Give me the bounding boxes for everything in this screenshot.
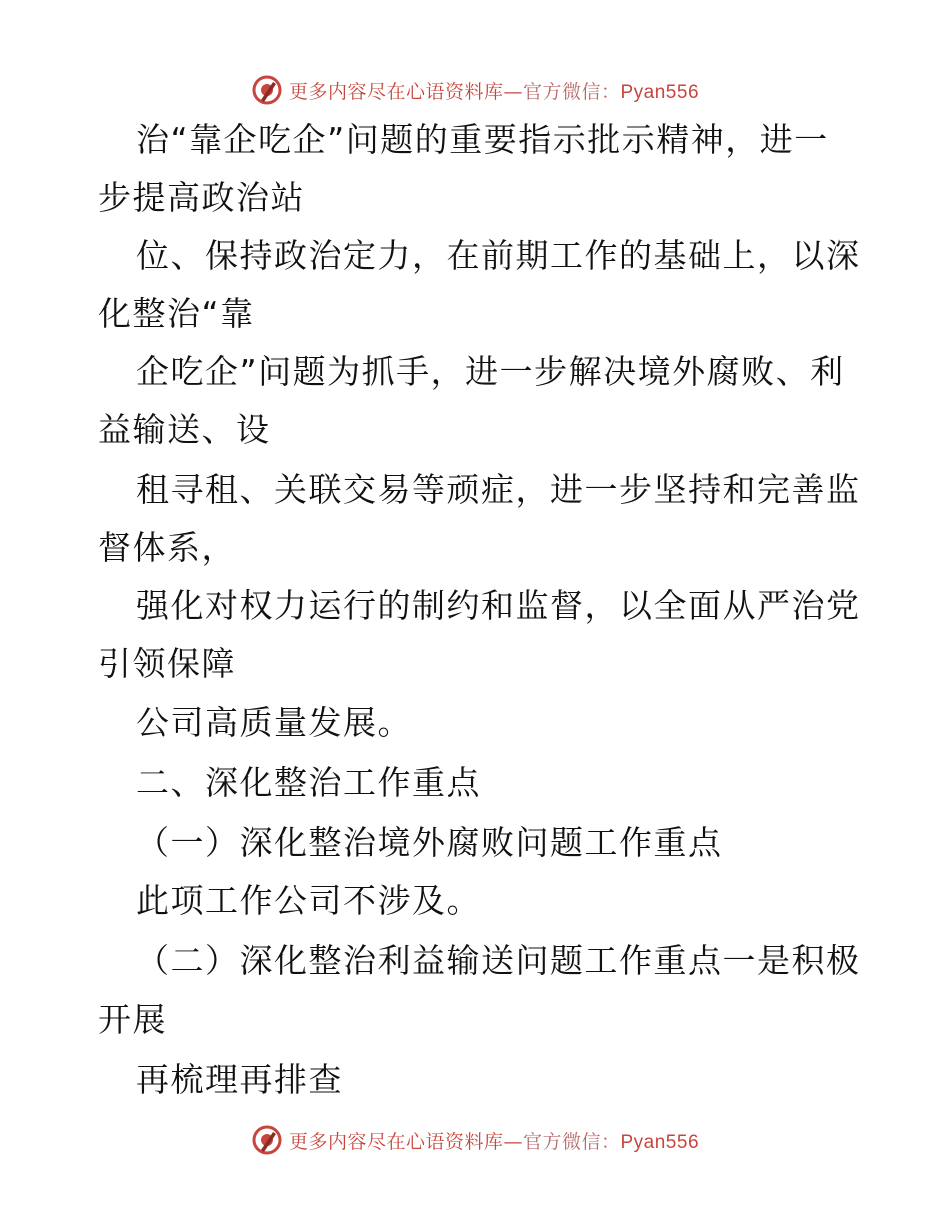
paragraph-line: 公司高质量发展。 xyxy=(136,703,412,742)
paragraph-line: 此项工作公司不涉及。 xyxy=(136,881,481,920)
section-heading: 二、深化整治工作重点 xyxy=(136,763,481,802)
paragraph-line: 开展 xyxy=(98,1000,167,1039)
subsection-heading: （二）深化整治利益输送问题工作重点一是积极 xyxy=(136,941,861,980)
paragraph-line: 再梳理再排查 xyxy=(136,1060,343,1099)
subsection-heading: （一）深化整治境外腐败问题工作重点 xyxy=(136,823,723,862)
watermark-text: 更多内容尽在心语资料库—官方微信：Pyan556 xyxy=(288,1130,700,1153)
paragraph-line: 督体系， xyxy=(98,528,236,567)
paragraph-line: 企吃企”问题为抓手，进一步解决境外腐败、利 xyxy=(136,352,845,391)
paragraph-line: 治“靠企吃企”问题的重要指示批示精神，进一 xyxy=(136,120,829,159)
header-watermark xyxy=(0,70,950,110)
watermark-text: 更多内容尽在心语资料库—官方微信：Pyan556 xyxy=(288,80,700,103)
footer-watermark xyxy=(0,1120,950,1160)
paragraph-line: 步提高政治站 xyxy=(98,178,305,217)
pen-logo-icon xyxy=(251,74,283,106)
paragraph-line: 引领保障 xyxy=(98,644,236,683)
paragraph-line: 强化对权力运行的制约和监督，以全面从严治党 xyxy=(136,586,861,625)
paragraph-line: 益输送、设 xyxy=(98,410,271,449)
paragraph-line: 化整治“靠 xyxy=(98,294,255,333)
paragraph-line: 位、保持政治定力，在前期工作的基础上，以深 xyxy=(136,236,861,275)
paragraph-line: 租寻租、关联交易等顽症，进一步坚持和完善监 xyxy=(136,470,861,509)
pen-logo-icon xyxy=(251,1124,283,1156)
